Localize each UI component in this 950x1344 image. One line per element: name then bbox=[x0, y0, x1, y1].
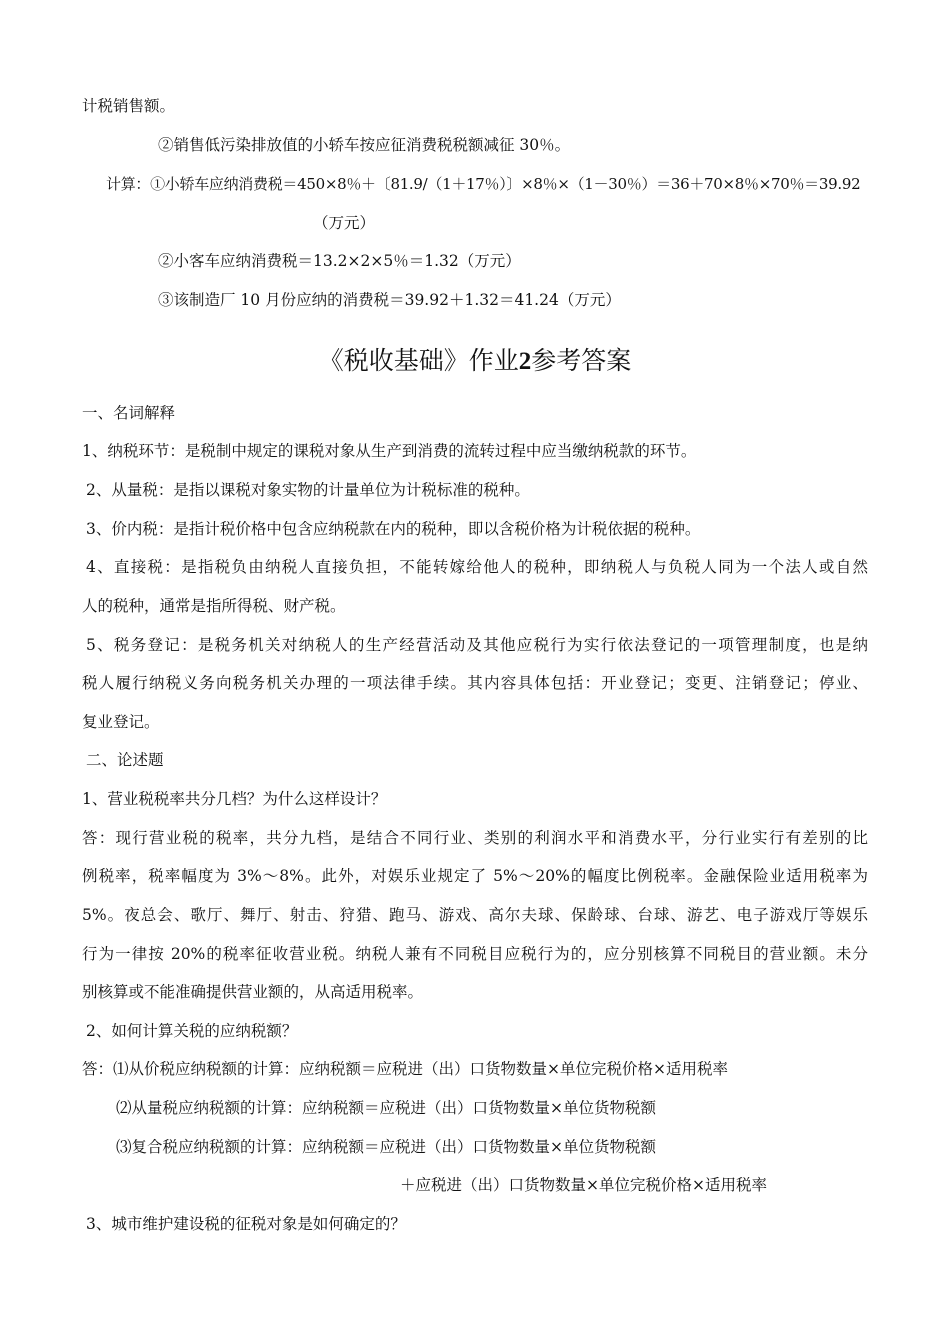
answer-2-line-1: 答：⑴从价税应纳税额的计算：应纳税额＝应税进（出）口货物数量×单位完税价格×适用税率 bbox=[82, 1060, 728, 1078]
intro-unit-line: （万元） bbox=[313, 214, 376, 232]
title-prefix: 《税收基础》作业 bbox=[318, 346, 519, 375]
question-3: 3、城市维护建设税的征税对象是如何确定的？ bbox=[86, 1215, 406, 1233]
intro-calc-line: 计算：①小轿车应纳消费税＝450×8％＋〔81.9/（1＋17％）〕×8％×（1－30％）＝36＋70×8％×70％＝39.92 bbox=[106, 175, 861, 193]
answer-1-line-2: 例税率，税率幅度为 3%～8%。此外，对娱乐业规定了 5%～20%的幅度比例税率。金融保险业适用税率为 bbox=[82, 867, 868, 885]
intro-line-6: ③该制造厂 10 月份应纳的消费税＝39.92＋1.32＝41.24（万元） bbox=[158, 291, 621, 309]
term-item-4-line-1: 4、直接税：是指税负由纳税人直接负担，不能转嫁给他人的税种，即纳税人与负税人同为一个法人或自然 bbox=[86, 558, 868, 576]
answer-1-line-3: 5%。夜总会、歌厅、舞厅、射击、狩猎、跑马、游戏、高尔夫球、保龄球、台球、游艺、电子游戏厅等娱乐 bbox=[82, 906, 868, 924]
term-item-2: 2、从量税：是指以课税对象实物的计量单位为计税标准的税种。 bbox=[86, 481, 530, 499]
question-2: 2、如何计算关税的应纳税额？ bbox=[86, 1022, 298, 1040]
intro-line-1: 计税销售额。 bbox=[82, 97, 176, 115]
term-item-5-line-2: 税人履行纳税义务向税务机关办理的一项法律手续。其内容具体包括：开业登记；变更、注销登记；停业、 bbox=[82, 674, 868, 692]
answer-1-line-5: 别核算或不能准确提供营业额的，从高适用税率。 bbox=[82, 983, 424, 1001]
page-title bbox=[0, 345, 950, 378]
answer-2-line-4: ＋应税进（出）口货物数量×单位完税价格×适用税率 bbox=[400, 1176, 767, 1194]
title-number: 2 bbox=[518, 348, 532, 375]
intro-line-5: ②小客车应纳消费税＝13.2×2×5％＝1.32（万元） bbox=[158, 252, 521, 270]
section1-heading: 一、名词解释 bbox=[82, 404, 176, 422]
answer-2-line-2: ⑵从量税应纳税额的计算：应纳税额＝应税进（出）口货物数量×单位货物税额 bbox=[116, 1099, 656, 1117]
term-item-4-line-2: 人的税种，通常是指所得税、财产税。 bbox=[82, 597, 346, 615]
term-item-5-line-1: 5、税务登记：是税务机关对纳税人的生产经营活动及其他应税行为实行依法登记的一项管理制度，也是纳 bbox=[86, 636, 868, 654]
intro-line-2: ②销售低污染排放值的小轿车按应征消费税税额减征 30％。 bbox=[158, 136, 571, 154]
term-item-3: 3、价内税：是指计税价格中包含应纳税款在内的税种，即以含税价格为计税依据的税种。 bbox=[86, 520, 701, 538]
answer-2-line-3: ⑶复合税应纳税额的计算：应纳税额＝应税进（出）口货物数量×单位货物税额 bbox=[116, 1138, 656, 1156]
term-item-1: 1、纳税环节：是税制中规定的课税对象从生产到消费的流转过程中应当缴纳税款的环节。 bbox=[82, 442, 697, 460]
title-suffix: 参考答案 bbox=[531, 346, 632, 375]
term-item-5-line-3: 复业登记。 bbox=[82, 713, 160, 731]
answer-1-line-4: 行为一律按 20%的税率征收营业税。纳税人兼有不同税目应税行为的，应分别核算不同税目的营业额。未分 bbox=[82, 945, 868, 963]
question-1: 1、营业税税率共分几档？为什么这样设计？ bbox=[82, 790, 387, 808]
section2-heading: 二、论述题 bbox=[86, 751, 164, 769]
answer-1-line-1: 答：现行营业税的税率，共分九档，是结合不同行业、类别的利润水平和消费水平，分行业实行有差别的比 bbox=[82, 829, 868, 847]
